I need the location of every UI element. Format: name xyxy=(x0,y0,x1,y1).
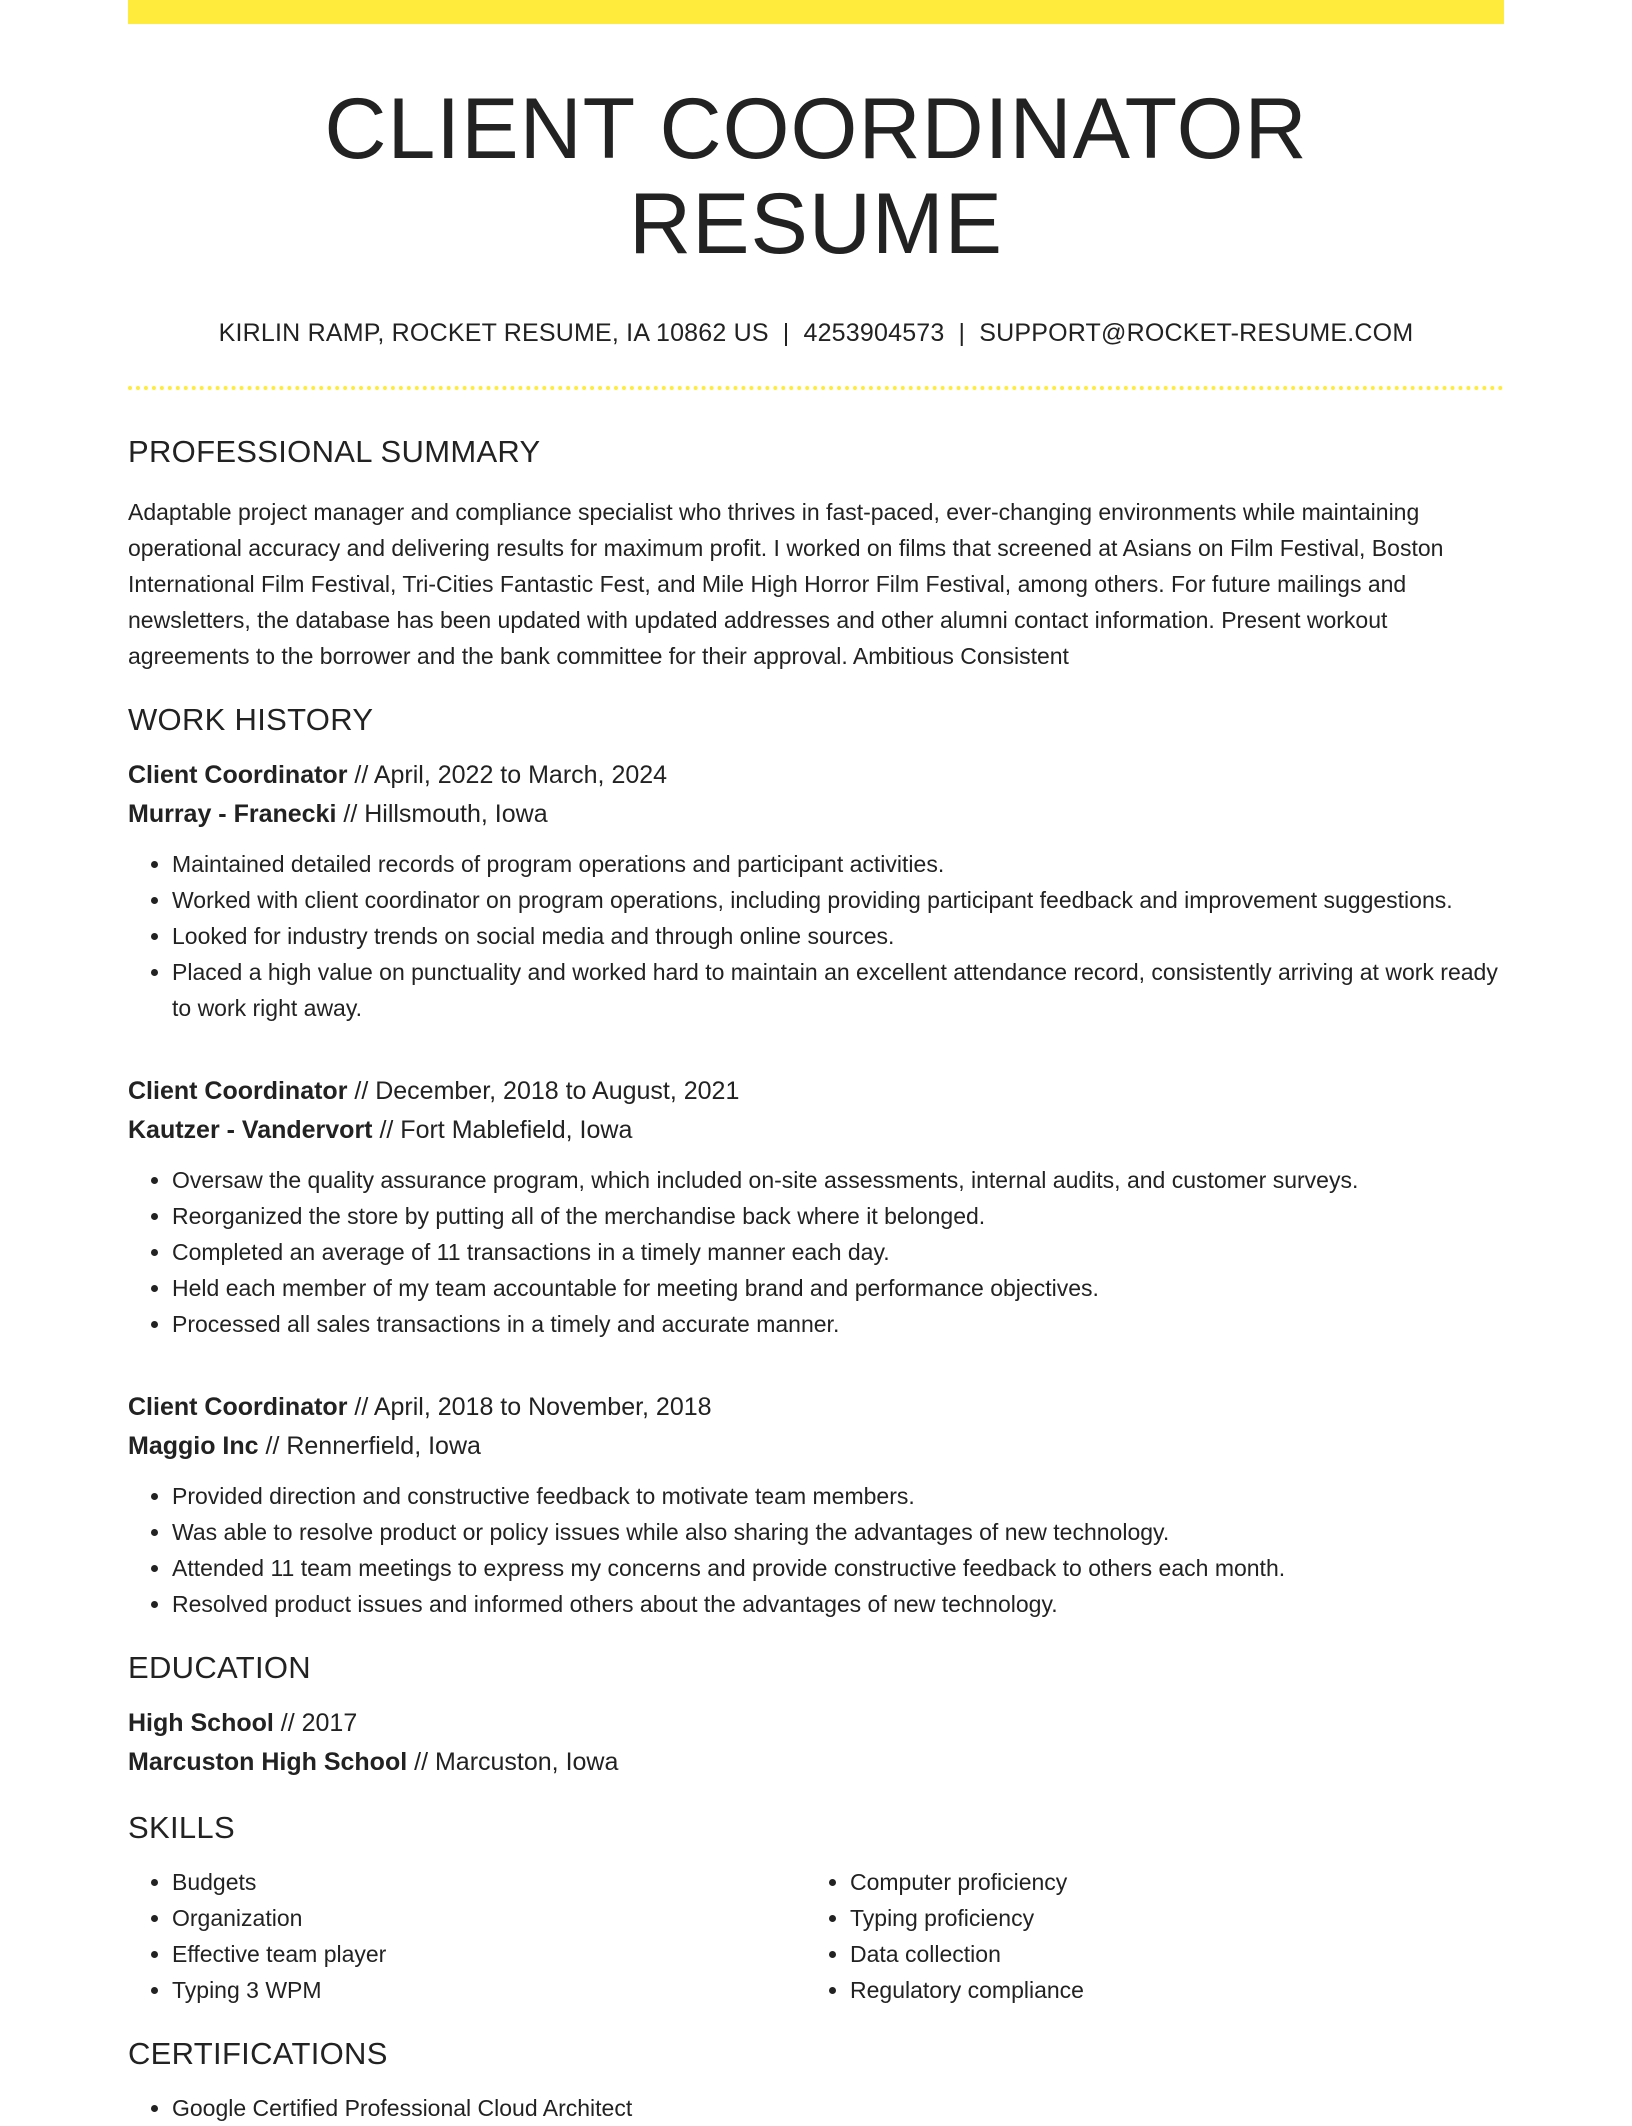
job-entry xyxy=(128,1388,1504,1622)
contact-separator: | xyxy=(782,319,790,348)
job-dates: // April, 2018 to November, 2018 xyxy=(347,1393,712,1422)
job-company-line xyxy=(128,1427,1504,1466)
job-title-line xyxy=(128,1072,1504,1111)
contact-separator: | xyxy=(958,319,966,348)
list-item: • Held each member of my team accountable for meeting brand and performance objectives. xyxy=(172,1270,1504,1306)
education-school-line xyxy=(128,1743,1504,1782)
job-bullets xyxy=(128,1162,1504,1342)
list-item: • Attended 11 team meetings to express my concerns and provide constructive feedback to others each month. xyxy=(172,1550,1504,1586)
contact-line xyxy=(128,319,1504,348)
section-heading-skills: SKILLS xyxy=(128,1810,235,1846)
job-location: // Fort Mablefield, Iowa xyxy=(372,1116,633,1145)
skill-item: • Budgets xyxy=(172,1864,806,1900)
list-item: • Processed all sales transactions in a timely and accurate manner. xyxy=(172,1306,1504,1342)
education-school: Marcuston High School xyxy=(128,1748,408,1777)
resume-page xyxy=(128,0,1504,2126)
job-company: Murray - Franecki xyxy=(128,800,337,829)
job-title: Client Coordinator xyxy=(128,1077,348,1106)
list-item: • Worked with client coordinator on program operations, including providing participant feedback and improvement suggestions. xyxy=(172,882,1504,918)
education-year: // 2017 xyxy=(273,1709,358,1738)
list-item: • Provided direction and constructive feedback to motivate team members. xyxy=(172,1478,1504,1514)
list-item: • Completed an average of 11 transactions in a timely manner each day. xyxy=(172,1234,1504,1270)
job-entry xyxy=(128,756,1504,1026)
job-location: // Hillsmouth, Iowa xyxy=(336,800,548,829)
education-section xyxy=(128,1650,1504,1782)
job-title: Client Coordinator xyxy=(128,1393,348,1422)
certification-item: • Google Certified Professional Cloud Architect xyxy=(172,2090,1504,2126)
page-title: CLIENT COORDINATOR RESUME xyxy=(324,81,1308,272)
job-company-line xyxy=(128,795,1504,834)
job-company: Kautzer - Vandervort xyxy=(128,1116,373,1145)
list-item: • Resolved product issues and informed others about the advantages of new technology. xyxy=(172,1586,1504,1622)
skills-section xyxy=(128,1810,1504,2008)
contact-phone: 4253904573 xyxy=(803,319,945,348)
skill-item: • Effective team player xyxy=(172,1936,806,1972)
job-company-line xyxy=(128,1111,1504,1150)
job-dates: // April, 2022 to March, 2024 xyxy=(347,761,668,790)
section-heading-summary: PROFESSIONAL SUMMARY xyxy=(128,434,541,470)
section-heading-certifications: CERTIFICATIONS xyxy=(128,2036,388,2072)
list-item: • Reorganized the store by putting all of the merchandise back where it belonged. xyxy=(172,1198,1504,1234)
skill-item: • Typing 3 WPM xyxy=(172,1972,806,2008)
skill-item: • Data collection xyxy=(850,1936,1484,1972)
job-company: Maggio Inc xyxy=(128,1432,259,1461)
certifications-section xyxy=(128,2036,1504,2126)
skill-item: • Typing proficiency xyxy=(850,1900,1484,1936)
skills-grid xyxy=(128,1864,1504,2008)
education-degree-line xyxy=(128,1704,1504,1743)
list-item: • Was able to resolve product or policy issues while also sharing the advantages of new technology. xyxy=(172,1514,1504,1550)
job-title-line xyxy=(128,1388,1504,1427)
skill-item: • Regulatory compliance xyxy=(850,1972,1484,2008)
contact-address: KIRLIN RAMP, ROCKET RESUME, IA 10862 US xyxy=(218,319,769,348)
certifications-list xyxy=(128,2090,1504,2126)
work-history-section xyxy=(128,702,1504,1622)
job-title-line xyxy=(128,756,1504,795)
list-item: • Maintained detailed records of program operations and participant activities. xyxy=(172,846,1504,882)
section-heading-work-history: WORK HISTORY xyxy=(128,702,374,738)
job-dates: // December, 2018 to August, 2021 xyxy=(347,1077,740,1106)
accent-top-bar xyxy=(128,0,1504,24)
skills-column-right xyxy=(806,1864,1484,2008)
skill-item: • Computer proficiency xyxy=(850,1864,1484,1900)
education-location: // Marcuston, Iowa xyxy=(407,1748,619,1777)
list-item: • Placed a high value on punctuality and worked hard to maintain an excellent attendance record, consistently arriving at work ready to work right away. xyxy=(172,954,1504,1026)
skill-item: • Organization xyxy=(172,1900,806,1936)
job-entry xyxy=(128,1072,1504,1342)
job-bullets xyxy=(128,846,1504,1026)
list-item: • Oversaw the quality assurance program, which included on-site assessments, internal audits, and customer surveys. xyxy=(172,1162,1504,1198)
list-item: • Looked for industry trends on social media and through online sources. xyxy=(172,918,1504,954)
education-degree: High School xyxy=(128,1709,274,1738)
dotted-divider xyxy=(128,386,1504,390)
job-title: Client Coordinator xyxy=(128,761,348,790)
job-location: // Rennerfield, Iowa xyxy=(258,1432,481,1461)
education-entry xyxy=(128,1704,1504,1782)
section-heading-education: EDUCATION xyxy=(128,1650,311,1686)
skills-column-left xyxy=(128,1864,806,2008)
job-bullets xyxy=(128,1478,1504,1622)
summary-text: Adaptable project manager and compliance specialist who thrives in fast-paced, ever-changing environments while maintaining operational accuracy and delivering results for maximum profit. I worked on films that screened at Asians on Film Festival, Boston International Film Festival, Tri-Cities Fantastic Fest, and Mile High Horror Film Festival, among others. For future mailings and newsletters, the database has been updated with updated addresses and other alumni contact information. Present workout agreements to the borrower and the bank committee for their approval. Ambitious Consistent xyxy=(128,499,1444,670)
contact-email: SUPPORT@ROCKET-RESUME.COM xyxy=(979,319,1414,348)
